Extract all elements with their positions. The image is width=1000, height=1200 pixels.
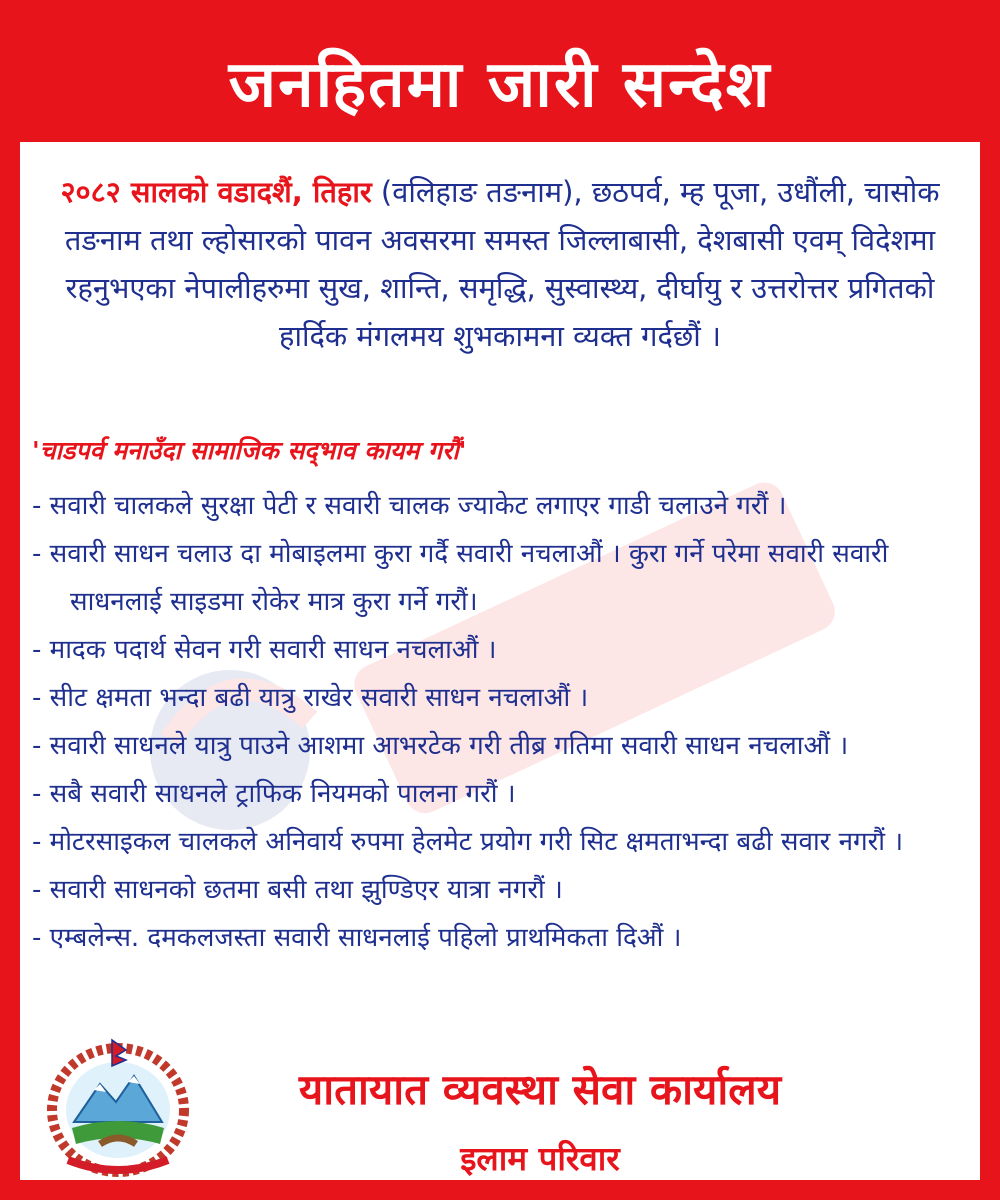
greeting-text: (वलिहाङ तङनाम), छठपर्व, म्ह पूजा, उधौंली, चासोक तङनाम तथा ल्होसारको पावन अवसरमा समस्त जिल्लाबासी, देशबासी एवम् विदेशमा रहनुभएका नेपालीहरुमा सुख, शान्ति, समृद्धि, सुस्वास्थ्य, दीर्घायु र उत्तरोत्तर प्रगितको हार्दिक मंगलमय शुभकामना व्यक्त गर्दछौं । — [64, 175, 940, 353]
greeting-highlight: २०८२ सालको वडादशैं, तिहार — [60, 175, 372, 209]
greeting-message — [30, 168, 970, 360]
traffic-rules-list — [32, 482, 972, 962]
list-item: - सवारी साधनले यात्रु पाउने आशमा आभरटेक गरी तीब्र गतिमा सवारी साधन नचलाऔं । — [32, 731, 849, 761]
office-name: यातायात व्यवस्था सेवा कार्यालय — [298, 1065, 782, 1114]
list-item: - सवारी साधन चलाउ दा मोबाइलमा कुरा गर्दै सवारी नचलाऔं । कुरा गर्ने परेमा सवारी सवारी साधनलाई साइडमा रोकेर मात्र कुरा गर्ने गरौं। — [32, 539, 889, 617]
list-item: - मादक पदार्थ सेवन गरी सवारी साधन नचलाऔं । — [32, 635, 497, 665]
list-item: - एम्बलेन्स. दमकलजस्ता सवारी साधनलाई पहिलो प्राथमिकता दिऔं । — [32, 923, 682, 953]
office-family: इलाम परिवार — [460, 1139, 620, 1178]
list-item: - सीट क्षमता भन्दा बढी यात्रु राखेर सवारी साधन नचलाऔं । — [32, 683, 589, 713]
page-title: जनहितमा जारी सन्देश — [228, 47, 772, 122]
list-item: - सवारी चालकले सुरक्षा पेटी र सवारी चालक ज्याकेट लगाएर गाडी चलाउने गरौं । — [32, 491, 787, 521]
title-banner — [20, 20, 980, 142]
list-item: - सबै सवारी साधनले ट्राफिक नियमको पालना गरौं । — [32, 779, 516, 809]
list-item: - सवारी साधनको छतमा बसी तथा झुण्डिएर यात्रा नगरौं । — [32, 875, 563, 905]
list-item: - मोटरसाइकल चालकले अनिवार्य रुपमा हेलमेट प्रयोग गरी सिट क्षमताभन्दा बढी सवार नगरौं । — [32, 827, 904, 857]
slogan: 'चाडपर्व मनाउँदा सामाजिक सद्‌भाव कायम गरौं' — [32, 436, 467, 465]
